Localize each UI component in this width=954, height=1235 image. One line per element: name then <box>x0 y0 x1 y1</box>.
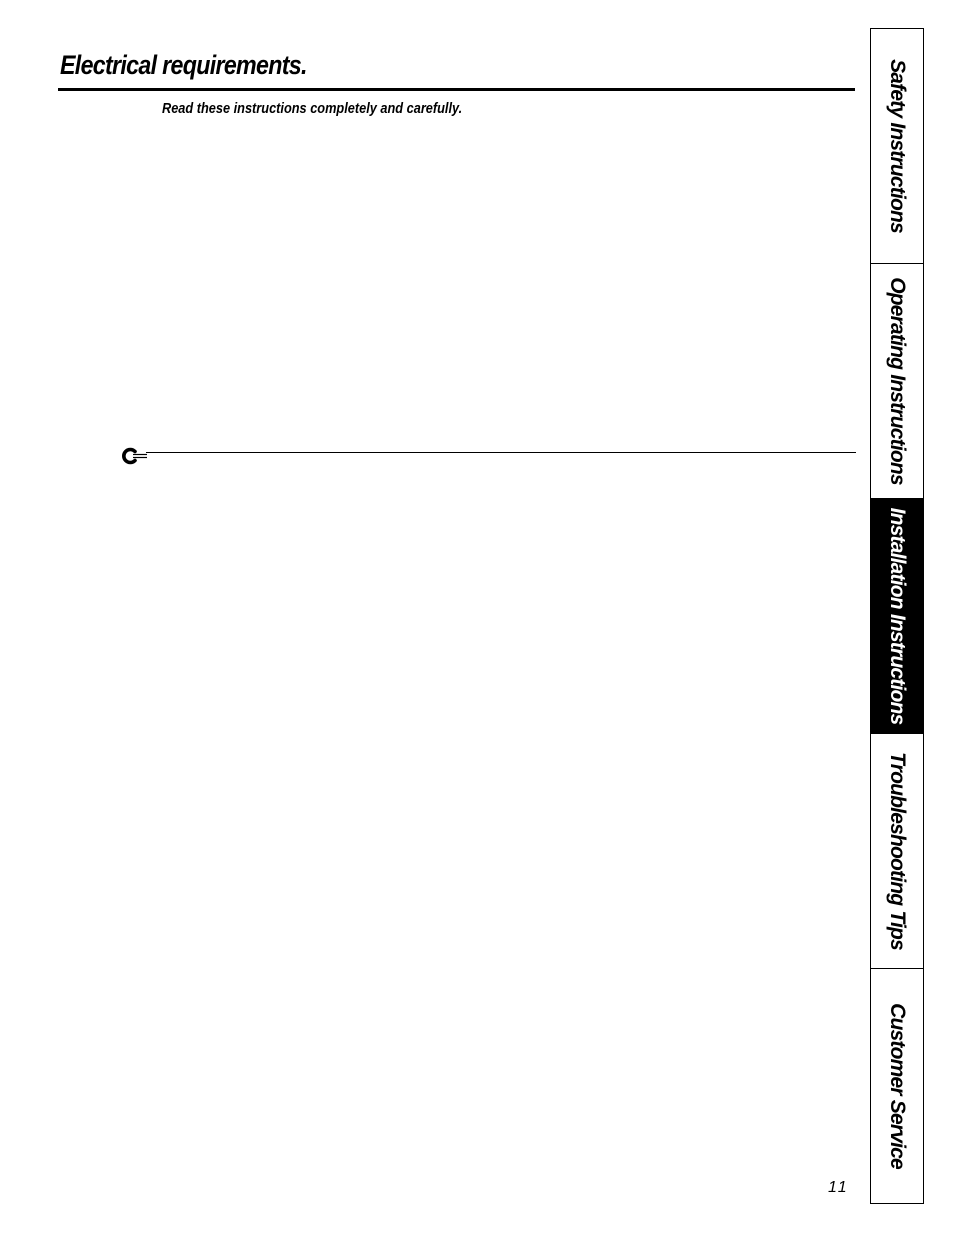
tab-troubleshooting-tips[interactable] <box>871 734 923 969</box>
tab-label: Troubleshooting Tips <box>886 752 909 950</box>
page-title: Electrical requirements. <box>60 50 307 80</box>
intro-text: Read these instructions completely and carefully. <box>162 101 463 117</box>
note-pointer-icon <box>120 444 148 468</box>
tab-installation-instructions[interactable] <box>871 499 923 734</box>
tab-operating-instructions[interactable] <box>871 264 923 499</box>
tab-label: Customer Service <box>886 1003 909 1169</box>
tab-label: Safety Instructions <box>886 59 909 233</box>
page-number: 11 <box>828 1179 849 1196</box>
note-rule <box>146 452 856 453</box>
title-rule <box>58 88 855 91</box>
tab-label: Installation Instructions <box>886 507 909 725</box>
section-tabs <box>870 28 924 1204</box>
tab-customer-service[interactable] <box>871 969 923 1203</box>
tab-label: Operating Instructions <box>886 277 909 485</box>
tab-safety-instructions[interactable] <box>871 29 923 264</box>
